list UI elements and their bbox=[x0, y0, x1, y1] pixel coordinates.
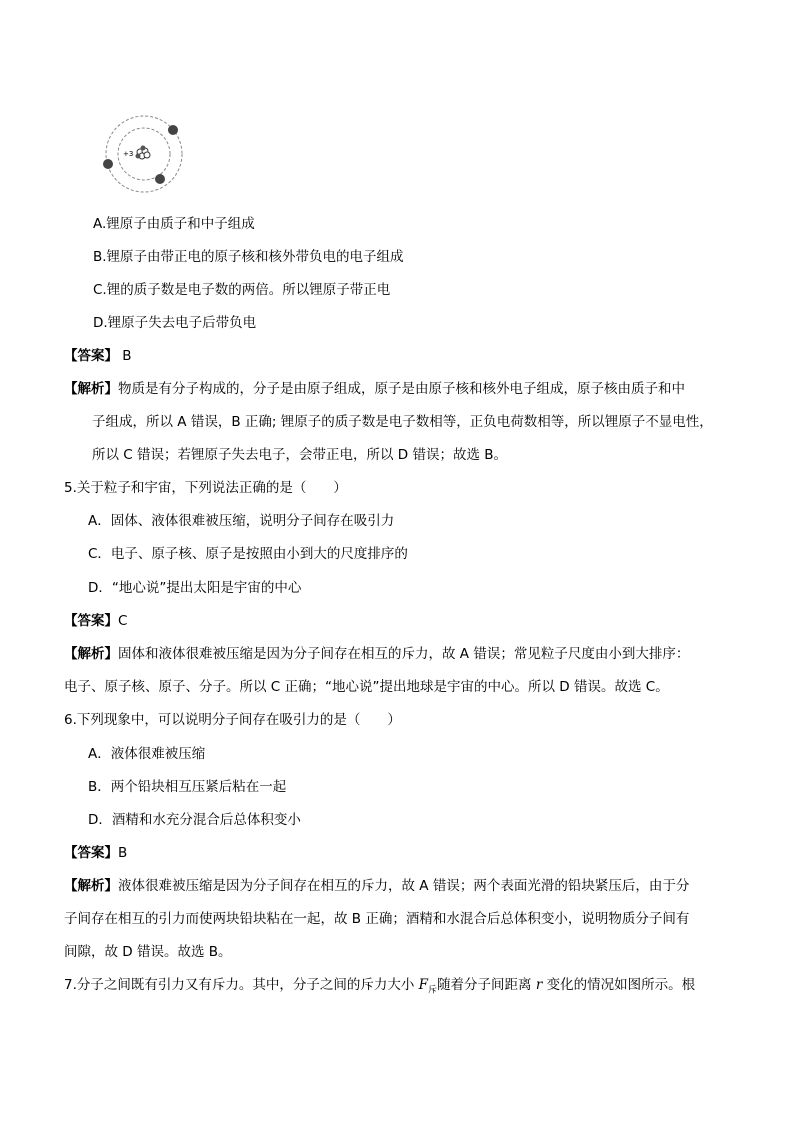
q4-option-a: A.锂原子由质子和中子组成 bbox=[93, 216, 255, 232]
distance-symbol: r bbox=[535, 977, 543, 993]
lithium-atom-diagram bbox=[98, 112, 190, 200]
analysis-text: 物质是有分子构成的，分子是由原子组成，原子是由原子核和核外电子组成，原子核由质子和中 bbox=[118, 381, 685, 397]
answer-value: C bbox=[118, 613, 128, 629]
q6-analysis-line-3: 间隙，故 D 错误。故选 B。 bbox=[64, 944, 232, 960]
q4-answer bbox=[64, 346, 132, 366]
q6-stem: 6.下列现象中，可以说明分子间存在吸引力的是（ ） bbox=[64, 712, 401, 728]
analysis-label: 【解析】 bbox=[64, 381, 118, 397]
q4-option-d: D.锂原子失去电子后带负电 bbox=[93, 315, 257, 331]
analysis-label: 【解析】 bbox=[64, 878, 118, 894]
answer-label: 【答案】 bbox=[64, 845, 118, 861]
electron bbox=[168, 125, 178, 135]
q6-answer bbox=[64, 843, 127, 863]
analysis-text: 液体很难被压缩是因为分子间存在相互的斥力，故 A 错误；两个表面光滑的铅块紧压后，由于分 bbox=[118, 878, 690, 894]
electron bbox=[103, 159, 113, 169]
q6-option-b: B．两个铅块相互压紧后粘在一起 bbox=[88, 779, 287, 795]
stem-text: 7.分子之间既有引力又有斥力。其中，分子之间的斥力大小 bbox=[64, 977, 419, 993]
q5-option-c: C．电子、原子核、原子是按照由小到大的尺度排序的 bbox=[88, 546, 408, 562]
force-subscript: 斥 bbox=[428, 985, 438, 996]
q6-analysis-line-2: 子间存在相互的引力而使两块铅块粘在一起，故 B 正确；酒精和水混合后总体积变小，说明物质分子间有 bbox=[64, 911, 690, 927]
q6-option-d: D．酒精和水充分混合后总体积变小 bbox=[88, 812, 301, 828]
q4-analysis-line-1 bbox=[64, 379, 685, 399]
q6-analysis-line-1 bbox=[64, 876, 689, 896]
force-symbol: F bbox=[418, 977, 429, 993]
stem-text: 随着分子间距离 bbox=[437, 977, 536, 993]
nucleus bbox=[136, 146, 151, 160]
analysis-label: 【解析】 bbox=[64, 646, 118, 662]
answer-label: 【答案】 bbox=[64, 613, 118, 629]
q4-analysis-line-3: 所以 C 错误；若锂原子失去电子，会带正电，所以 D 错误；故选 B。 bbox=[92, 447, 508, 463]
answer-value: B bbox=[118, 348, 132, 364]
q5-stem: 5.关于粒子和宇宙，下列说法正确的是（ ） bbox=[64, 480, 347, 496]
electron bbox=[155, 174, 165, 184]
q5-analysis-line-1 bbox=[64, 644, 689, 664]
q7-stem bbox=[64, 975, 695, 1001]
analysis-text: 固体和液体很难被压缩是因为分子间存在相互的斥力，故 A 错误；常见粒子尺度由小到大排序： bbox=[118, 646, 690, 662]
q5-answer bbox=[64, 611, 127, 631]
q4-analysis-line-2: 子组成，所以 A 错误，B 正确; 锂原子的质子数是电子数相等，正负电荷数相等，所以锂原子不显电性， bbox=[92, 414, 713, 430]
q4-option-c: C.锂的质子数是电子数的两倍。所以锂原子带正电 bbox=[93, 282, 391, 298]
q5-option-d: D．“地心说”提出太阳是宇宙的中心 bbox=[88, 580, 302, 596]
q5-analysis-line-2: 电子、原子核、原子、分子。所以 C 正确；“地心说”提出地球是宇宙的中心。所以 D 错误。故选 C。 bbox=[64, 679, 669, 695]
stem-text: 变化的情况如图所示。根 bbox=[542, 977, 696, 993]
answer-value: B bbox=[118, 845, 128, 861]
q4-option-b: B.锂原子由带正电的原子核和核外带负电的电子组成 bbox=[93, 249, 404, 265]
q6-option-a: A．液体很难被压缩 bbox=[88, 746, 206, 762]
q5-option-a: A．固体、液体很难被压缩，说明分子间存在吸引力 bbox=[88, 513, 395, 529]
nucleus-charge-label: +3 bbox=[123, 150, 134, 158]
answer-label: 【答案】 bbox=[64, 348, 118, 364]
